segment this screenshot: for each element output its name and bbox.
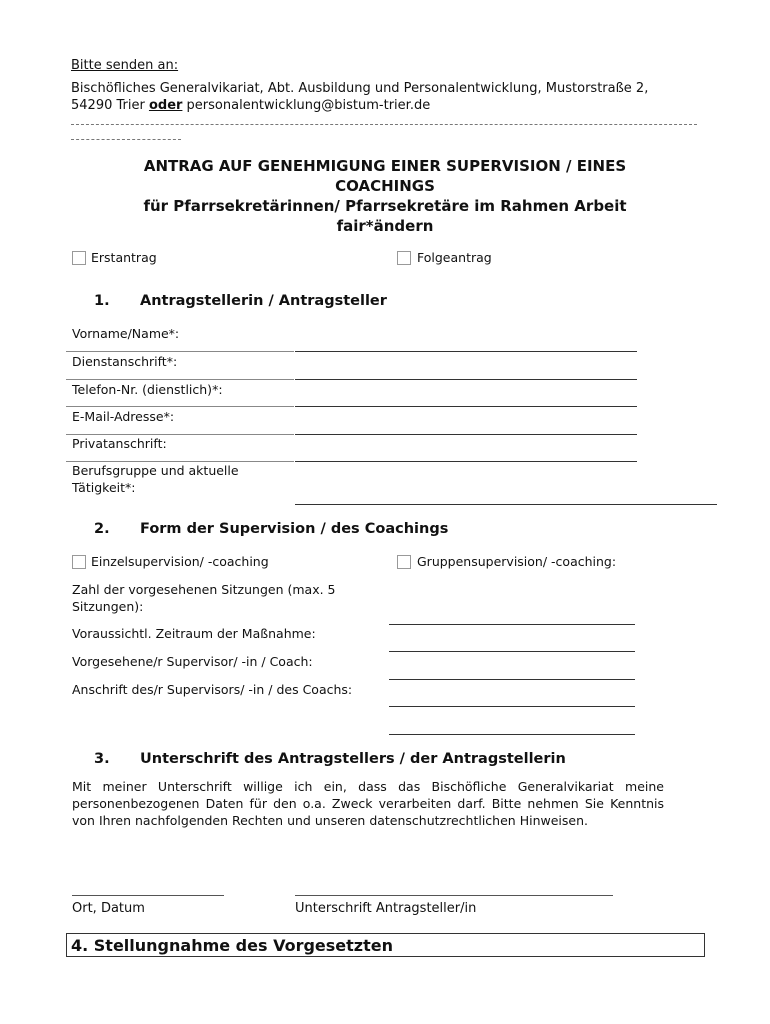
group-supervision-label: Gruppensupervision/ -coaching: xyxy=(417,554,617,569)
field-phone-label: Telefon-Nr. (dienstlich)*: xyxy=(72,382,223,397)
form-title-line-1: ANTRAG AUF GENEHMIGUNG EINER SUPERVISION / EINES xyxy=(143,157,627,175)
place-date-label: Ort, Datum xyxy=(72,901,145,916)
address-email[interactable]: personalentwicklung@bistum-trier.de xyxy=(182,98,431,113)
field-private-address-input[interactable] xyxy=(295,461,637,462)
field-name-label: Vorname/Name*: xyxy=(72,326,180,341)
follow-application-checkbox[interactable] xyxy=(397,251,411,265)
signature-label: Unterschrift Antragsteller/in xyxy=(295,901,477,916)
section-1-heading xyxy=(94,292,387,310)
form-title-line-2: COACHINGS xyxy=(335,177,435,195)
field-phone-input[interactable] xyxy=(295,406,637,407)
address-line-2 xyxy=(71,97,430,114)
send-to-label: Bitte senden an: xyxy=(71,58,179,73)
individual-supervision-checkbox[interactable] xyxy=(72,555,86,569)
label-divider xyxy=(66,406,294,407)
field-name-input[interactable] xyxy=(295,351,637,352)
supervisor-address-input[interactable] xyxy=(389,706,635,707)
section-2-title: Form der Supervision / des Coachings xyxy=(140,521,449,537)
sessions-input[interactable] xyxy=(389,624,635,625)
separator-line xyxy=(71,124,697,125)
field-email-input[interactable] xyxy=(295,434,637,435)
section-1-title: Antragstellerin / Antragsteller xyxy=(140,293,387,309)
first-application-checkbox[interactable] xyxy=(72,251,86,265)
field-occupation-label-1: Berufsgruppe und aktuelle xyxy=(72,463,239,478)
supervisor-label: Vorgesehene/r Supervisor/ -in / Coach: xyxy=(72,654,313,669)
sessions-label-2: Sitzungen): xyxy=(72,599,144,614)
separator-line-short xyxy=(71,139,181,140)
section-3-number: 3. xyxy=(94,751,110,767)
form-subtitle-line-2: fair*ändern xyxy=(336,217,434,235)
field-office-address-label: Dienstanschrift*: xyxy=(72,354,178,369)
address-or: oder xyxy=(148,98,183,113)
form-subtitle-line-1: für Pfarrsekretärinnen/ Pfarrsekretäre im Rahmen Arbeit xyxy=(143,197,627,215)
label-divider xyxy=(66,379,294,380)
individual-supervision-label: Einzelsupervision/ -coaching xyxy=(91,554,269,569)
consent-text: Mit meiner Unterschrift willige ich ein, dass das Bischöfliche Generalvikariat meine personenbezogenen Daten für den o.a. Zweck verarbeiten darf. Bitte nehmen Sie Kenntnis von Ihren nachfolgenden Rechten und unseren datenschutzrechtlichen Hinweisen. xyxy=(72,779,664,828)
section-3-heading xyxy=(94,750,566,768)
field-office-address-input[interactable] xyxy=(295,379,637,380)
follow-application-label: Folgeantrag xyxy=(417,250,492,265)
label-divider xyxy=(66,351,294,352)
section-4-title: 4. Stellungnahme des Vorgesetzten xyxy=(71,936,393,955)
supervisor-address-label: Anschrift des/r Supervisors/ -in / des Coachs: xyxy=(72,682,353,697)
section-3-title: Unterschrift des Antragstellers / der Antragstellerin xyxy=(140,751,566,767)
section-2-number: 2. xyxy=(94,521,110,537)
field-occupation-label-2: Tätigkeit*: xyxy=(72,480,136,495)
field-email-label: E-Mail-Adresse*: xyxy=(72,409,175,424)
supervisor-address-input-2[interactable] xyxy=(389,734,635,735)
supervisor-input[interactable] xyxy=(389,679,635,680)
signature-input[interactable] xyxy=(295,895,613,896)
group-supervision-checkbox[interactable] xyxy=(397,555,411,569)
address-city: 54290 Trier xyxy=(71,98,149,113)
place-date-input[interactable] xyxy=(72,895,224,896)
sessions-label-1: Zahl der vorgesehenen Sitzungen (max. 5 xyxy=(72,582,336,597)
field-private-address-label: Privatanschrift: xyxy=(72,436,167,451)
section-4-box xyxy=(66,933,705,957)
first-application-label: Erstantrag xyxy=(91,250,157,265)
field-occupation-input[interactable] xyxy=(295,504,717,505)
address-line-1: Bischöfliches Generalvikariat, Abt. Ausbildung und Personalentwicklung, Mustorstraße 2, xyxy=(71,81,649,96)
section-2-heading xyxy=(94,520,448,538)
section-1-number: 1. xyxy=(94,293,110,309)
period-label: Voraussichtl. Zeitraum der Maßnahme: xyxy=(72,626,316,641)
period-input[interactable] xyxy=(389,651,635,652)
